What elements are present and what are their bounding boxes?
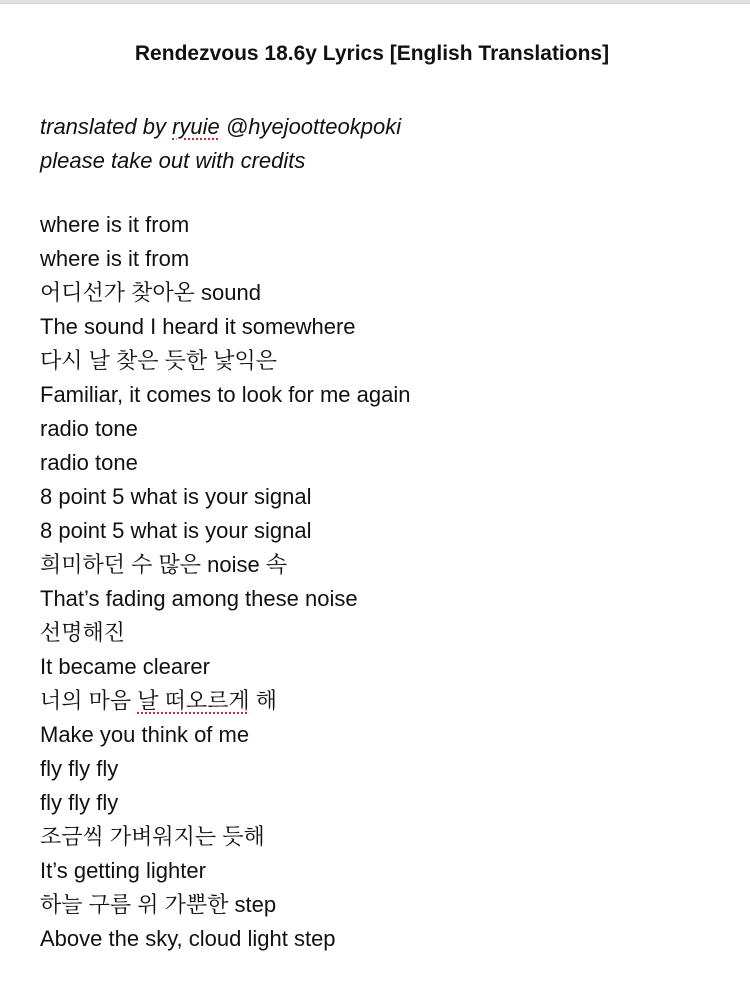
lyric-line: radio tone [40,416,138,441]
credit-prefix: translated by [40,114,173,139]
lyric-line: 다시 날 찾은 듯한 낯익은 [40,348,277,373]
credit-translator-line [40,110,401,144]
lyric-segment: 너의 마음 [40,688,138,713]
lyric-line: where is it from [40,212,190,237]
lyric-line: 조금씩 가벼워지는 듯해 [40,824,265,849]
credit-notice: please take out with credits [40,148,306,173]
translation-credits [40,110,401,178]
lyric-line: fly fly fly [40,790,119,815]
lyric-line: That’s fading among these noise [40,586,358,611]
spellcheck-flagged-text: 날 떠오르게 [137,688,250,713]
lyric-line: Above the sky, cloud light step [40,926,336,951]
lyric-line: 어디선가 찾아온 sound [40,280,261,305]
translator-handle: @hyejootteokpoki [219,114,402,139]
lyric-line: Familiar, it comes to look for me again [40,382,411,407]
lyric-line [40,684,410,718]
translator-name: ryuie [172,114,220,139]
lyric-line: 하늘 구름 위 가뿐한 step [40,892,277,917]
lyric-line: where is it from [40,246,190,271]
lyric-line: It became clearer [40,654,210,679]
lyric-line: Make you think of me [40,722,250,747]
lyric-line: 선명해진 [40,620,126,645]
lyric-line: radio tone [40,450,138,475]
lyric-line: The sound I heard it somewhere [40,314,356,339]
document-title: Rendezvous 18.6y Lyrics [English Translations] [134,42,610,65]
lyric-line: fly fly fly [40,756,119,781]
lyric-line: It’s getting lighter [40,858,206,883]
lyric-line: 8 point 5 what is your signal [40,518,312,543]
lyric-segment: 해 [249,688,277,713]
lyric-line: 희미하던 수 많은 noise 속 [40,552,288,577]
lyric-line: 8 point 5 what is your signal [40,484,312,509]
lyrics-body [40,208,410,956]
